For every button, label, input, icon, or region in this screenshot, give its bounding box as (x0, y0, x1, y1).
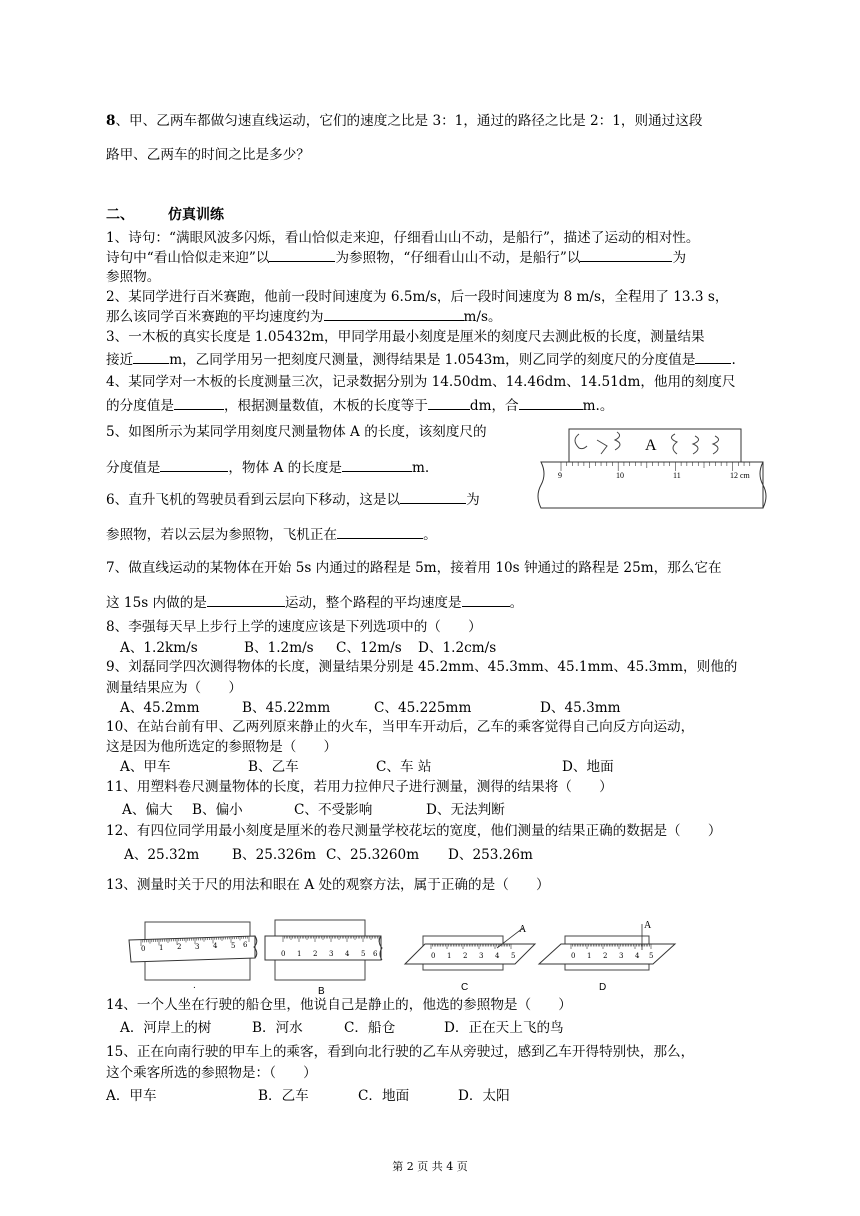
q6-blank-1[interactable] (400, 490, 466, 504)
question-8-top-line2: 路甲、乙两车的时间之比是多少？ (106, 147, 310, 163)
q9-line1: 9、刘磊同学四次测得物体的长度，测量结果分别是 45.2mm、45.3mm、45.1mm、45.3mm，则他的 (106, 659, 738, 675)
section-heading (106, 206, 224, 224)
q2-blank[interactable] (324, 307, 464, 321)
q13-label-c: C (461, 982, 469, 993)
q14-option-a[interactable]: A．河岸上的树 (120, 1020, 212, 1036)
svg-text:2: 2 (177, 943, 182, 951)
question-8-top-line1: 8、甲、乙两车都做匀速直线运动，它们的速度之比是 3：1，通过的路径之比是 2：1，则通过这段 (106, 113, 703, 129)
q9-option-b[interactable]: B、45.22mm (242, 700, 331, 716)
q8-option-a[interactable]: A、1.2km/s (120, 640, 198, 656)
q2-line1: 2、某同学进行百米赛跑，他前一段时间速度为 6.5m/s，后一段时间速度为 8 m/s，全程用了 13.3 s， (106, 289, 729, 305)
q6-line2: 参照物，若以云层为参照物，飞机正在 。 (106, 527, 437, 543)
svg-text:1: 1 (447, 952, 452, 960)
svg-text:5: 5 (649, 952, 654, 960)
q7-line1: 7、做直线运动的某物体在开始 5s 内通过的路程是 5m，接着用 10s 钟通过的路程是 25m，那么它在 (106, 560, 722, 576)
svg-text:0: 0 (431, 952, 436, 960)
q12-option-b[interactable]: B、25.326m (232, 847, 317, 863)
object-a-label: A (645, 437, 657, 454)
q14-stem: 14、一个人坐在行驶的船仓里，他说自己是静止的，他选的参照物是（ ） (106, 997, 572, 1013)
svg-text:4: 4 (345, 950, 350, 958)
q11-options (122, 801, 505, 819)
q7-blank-1[interactable] (207, 593, 285, 607)
q10-option-c[interactable]: C、车 站 (376, 759, 432, 775)
q3-line1: 3、一木板的真实长度是 1.05432m，甲同学用最小刻度是厘米的刻度尺去测此板的长度，测量结果 (106, 329, 705, 345)
q4-blank-1[interactable] (174, 396, 224, 410)
q14-option-c[interactable]: C．船仓 (344, 1020, 396, 1036)
q13-figure-b (265, 920, 382, 980)
q5-line2: 分度值是 ，物体 A 的长度是 m. (106, 460, 430, 476)
svg-text:0: 0 (281, 950, 286, 958)
q8-option-c[interactable]: C、12m/s (336, 640, 402, 656)
q4-line1: 4、某同学对一木板的长度测量三次，记录数据分别为 14.50dm、14.46dm、14.51dm，他用的刻度尺 (106, 374, 736, 390)
q6-line1: 6、直升飞机的驾驶员看到云层向下移动，这是以 为 (106, 492, 480, 508)
svg-text:6: 6 (243, 941, 248, 949)
svg-text:3: 3 (329, 950, 334, 958)
svg-text:5: 5 (231, 942, 236, 950)
q3-blank-1[interactable] (133, 350, 169, 364)
q13-figure-d (539, 920, 675, 970)
question-8-top-number: 8 (106, 113, 116, 129)
q10-line1: 10、在站台前有甲、乙两列原来静止的火车，当甲车开动后，乙车的乘客觉得自己向反方向运动， (106, 719, 695, 735)
svg-text:4: 4 (213, 942, 218, 950)
q1-blank-1[interactable] (269, 248, 335, 262)
svg-text:3: 3 (195, 943, 200, 951)
q10-line2: 这是因为他所选定的参照物是（ ） (106, 739, 338, 755)
q15-line1: 15、正在向南行驶的甲车上的乘客，看到向北行驶的乙车从旁驶过，感到乙车开得特别快，那么， (106, 1044, 695, 1060)
q10-option-b[interactable]: B、乙车 (248, 759, 299, 775)
svg-text:6: 6 (373, 950, 378, 958)
q10-option-d[interactable]: D、地面 (562, 759, 614, 775)
svg-text:2: 2 (463, 952, 468, 960)
tick-label-11: 11 (673, 471, 681, 480)
q8-option-b[interactable]: B、1.2m/s (244, 640, 314, 656)
q9-line2: 测量结果应为（ ） (106, 680, 242, 696)
q11-option-a[interactable]: A、偏大 (122, 802, 173, 818)
svg-text:1: 1 (297, 950, 302, 958)
q13-label-b: B (318, 986, 325, 997)
q10-option-a[interactable]: A、甲车 (120, 759, 171, 775)
tick-label-12cm: 12 cm (730, 471, 750, 480)
q4-blank-2[interactable] (428, 396, 470, 410)
q7-line2: 这 15s 内做的是 运动，整个路程的平均速度是 。 (106, 595, 524, 611)
svg-text:0: 0 (571, 952, 576, 960)
q14-option-b[interactable]: B．河水 (252, 1020, 303, 1036)
svg-text:0: 0 (141, 945, 146, 953)
q9-option-a[interactable]: A、45.2mm (120, 700, 200, 716)
q12-option-d[interactable]: D、253.26m (448, 847, 533, 863)
q5-line1: 5、如图所示为某同学用刻度尺测量物体 A 的长度，该刻度尺的 (106, 424, 487, 440)
q9-option-d[interactable]: D、45.3mm (540, 700, 621, 716)
q15-option-a[interactable]: A．甲车 (106, 1088, 157, 1104)
q13-d-eye-label: A (644, 920, 652, 931)
q4-blank-3[interactable] (519, 396, 583, 410)
q5-blank-2[interactable] (342, 458, 412, 472)
q12-stem: 12、有四位同学用最小刻度是厘米的卷尺测量学校花坛的宽度，他们测量的结果正确的数据是（ ） (106, 823, 722, 839)
q15-option-d[interactable]: D．太阳 (458, 1088, 510, 1104)
q13-stem: 13、测量时关于尺的用法和眼在 A 处的观察方法，属于正确的是（ ） (106, 877, 550, 893)
q13-a-ruler (129, 936, 255, 962)
q12-option-a[interactable]: A、25.32m (124, 847, 200, 863)
q13-label-d: D (599, 982, 607, 993)
svg-text:1: 1 (587, 952, 592, 960)
q1-line3: 参照物。 (106, 269, 161, 285)
q1-line1: 1、诗句：“满眼风波多闪烁，看山恰似走来迎，仔细看山山不动，是船行”，描述了运动的相对性。 (106, 230, 700, 246)
q8-option-d[interactable]: D、1.2cm/s (418, 640, 497, 656)
q13-c-eye-label: A (519, 924, 527, 935)
q13-label-a: . (193, 980, 196, 991)
q11-option-d[interactable]: D、无法判断 (426, 802, 505, 818)
svg-text:1: 1 (159, 944, 164, 952)
q8-stem: 8、李强每天早上步行上学的速度应该是下列选项中的（ ） (106, 619, 482, 635)
svg-text:5: 5 (511, 952, 516, 960)
svg-text:4: 4 (495, 952, 500, 960)
q13-figure-a (129, 922, 257, 980)
q5-ruler-figure (535, 420, 775, 516)
q15-options (106, 1087, 510, 1105)
svg-text:5: 5 (361, 950, 366, 958)
section-number: 二、 (106, 207, 134, 223)
tick-label-10: 10 (616, 471, 624, 480)
q12-option-c[interactable]: C、25.3260m (326, 847, 420, 863)
q14-option-d[interactable]: D．正在天上飞的鸟 (444, 1020, 564, 1036)
q14-options (120, 1019, 564, 1037)
q13-c-ruler (405, 944, 535, 964)
svg-text:3: 3 (619, 952, 624, 960)
q11-option-c[interactable]: C、不受影响 (294, 802, 373, 818)
q8-options (120, 639, 496, 657)
q2-line2: 那么该同学百米赛跑的平均速度约为 m/s。 (106, 309, 502, 325)
q9-option-c[interactable]: C、45.225mm (374, 700, 472, 716)
q11-option-b[interactable]: B、偏小 (192, 802, 243, 818)
q12-options (124, 846, 533, 864)
tick-label-9: 9 (558, 471, 562, 480)
q6-blank-2[interactable] (337, 525, 423, 539)
q13-figure-c (405, 924, 535, 970)
page-footer: 第 2 页 共 4 页 (392, 1160, 468, 1173)
svg-text:2: 2 (603, 952, 608, 960)
ruler-body (538, 462, 763, 508)
q11-stem: 11、用塑料卷尺测量物体的长度，若用力拉伸尺子进行测量，测得的结果将（ ） (106, 779, 613, 795)
q4-line2: 的分度值是 ，根据测量数值，木板的长度等于 dm，合 m.。 (106, 398, 614, 414)
q15-option-c[interactable]: C．地面 (358, 1088, 410, 1104)
q1-blank-2[interactable] (580, 248, 672, 262)
q9-options (120, 699, 621, 717)
q7-blank-2[interactable] (462, 593, 510, 607)
q1-line2: 诗句中“看山恰似走来迎”以 为参照物，“仔细看山山不动，是船行”以 为 (106, 250, 687, 266)
q10-options (120, 758, 614, 776)
q5-blank-1[interactable] (160, 458, 228, 472)
q15-line2: 这个乘客所选的参照物是：（ ） (106, 1065, 317, 1081)
svg-text:3: 3 (479, 952, 484, 960)
q3-blank-2[interactable] (695, 350, 731, 364)
svg-text:2: 2 (313, 950, 318, 958)
q3-line2: 接近 m，乙同学用另一把刻度尺测量，测得结果是 1.0543m，则乙同学的刻度尺的分度值是 . (106, 352, 736, 368)
svg-text:4: 4 (635, 952, 640, 960)
section-title: 仿真训练 (168, 207, 224, 223)
q13-figures (125, 918, 785, 998)
q15-option-b[interactable]: B．乙车 (258, 1088, 309, 1104)
